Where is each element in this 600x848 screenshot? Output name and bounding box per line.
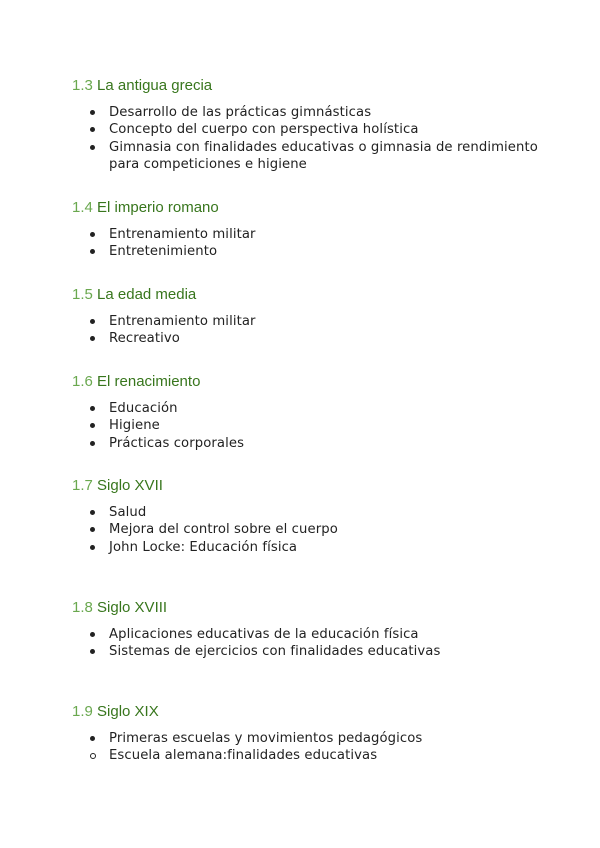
list-item: Recreativo bbox=[72, 330, 542, 347]
section-number: 1.7 bbox=[72, 477, 93, 494]
list-item: Primeras escuelas y movimientos pedagógicos bbox=[72, 730, 542, 747]
bullet-icon bbox=[90, 319, 95, 324]
list-item: Escuela alemana:finalidades educativas bbox=[72, 747, 542, 764]
list-item: Prácticas corporales bbox=[72, 435, 542, 452]
list-item: Entrenamiento militar bbox=[72, 226, 542, 243]
section-heading bbox=[72, 372, 542, 392]
section-1-4 bbox=[72, 198, 542, 261]
bullet-list bbox=[72, 400, 542, 452]
list-item: John Locke: Educación física bbox=[72, 539, 542, 556]
section-number: 1.5 bbox=[72, 286, 93, 303]
section-title: Siglo XVIII bbox=[97, 599, 168, 616]
list-item: Mejora del control sobre el cuerpo bbox=[72, 521, 542, 538]
bullet-icon bbox=[90, 423, 95, 428]
bullet-list bbox=[72, 313, 542, 348]
list-item: Sistemas de ejercicios con finalidades educativas bbox=[72, 643, 542, 660]
section-heading bbox=[72, 285, 542, 305]
bullet-icon bbox=[90, 736, 95, 741]
bullet-icon bbox=[90, 336, 95, 341]
bullet-icon bbox=[90, 649, 95, 654]
list-item: Desarrollo de las prácticas gimnásticas bbox=[72, 104, 542, 121]
hollow-bullet-icon bbox=[90, 753, 96, 759]
bullet-icon bbox=[90, 110, 95, 115]
section-title: La antigua grecia bbox=[97, 77, 213, 94]
list-item: Entretenimiento bbox=[72, 243, 542, 260]
section-number: 1.3 bbox=[72, 77, 93, 94]
list-item: Gimnasia con finalidades educativas o gimnasia de rendimiento para competiciones e higiene bbox=[72, 139, 542, 174]
bullet-icon bbox=[90, 441, 95, 446]
list-item: Concepto del cuerpo con perspectiva holística bbox=[72, 121, 542, 138]
list-item: Aplicaciones educativas de la educación física bbox=[72, 626, 542, 643]
section-title: El imperio romano bbox=[97, 199, 219, 216]
section-1-9 bbox=[72, 702, 542, 765]
bullet-list bbox=[72, 626, 542, 661]
section-1-5 bbox=[72, 285, 542, 348]
section-1-8 bbox=[72, 598, 542, 661]
section-title: Siglo XVII bbox=[97, 477, 163, 494]
section-title: El renacimiento bbox=[97, 373, 201, 390]
bullet-icon bbox=[90, 249, 95, 254]
bullet-icon bbox=[90, 632, 95, 637]
section-heading bbox=[72, 598, 542, 618]
bullet-icon bbox=[90, 232, 95, 237]
section-heading bbox=[72, 702, 542, 722]
bullet-icon bbox=[90, 510, 95, 515]
bullet-icon bbox=[90, 406, 95, 411]
section-number: 1.6 bbox=[72, 373, 93, 390]
bullet-icon bbox=[90, 527, 95, 532]
bullet-icon bbox=[90, 127, 95, 132]
section-heading bbox=[72, 476, 542, 496]
section-1-6 bbox=[72, 372, 542, 452]
section-title: La edad media bbox=[97, 286, 197, 303]
list-item: Higiene bbox=[72, 417, 542, 434]
bullet-list bbox=[72, 730, 542, 765]
section-number: 1.9 bbox=[72, 703, 93, 720]
list-item: Entrenamiento militar bbox=[72, 313, 542, 330]
list-item: Educación bbox=[72, 400, 542, 417]
section-title: Siglo XIX bbox=[97, 703, 159, 720]
bullet-icon bbox=[90, 145, 95, 150]
section-number: 1.4 bbox=[72, 199, 93, 216]
section-1-7 bbox=[72, 476, 542, 556]
bullet-list bbox=[72, 104, 542, 174]
list-item: Salud bbox=[72, 504, 542, 521]
section-number: 1.8 bbox=[72, 599, 93, 616]
section-heading bbox=[72, 76, 542, 96]
section-heading bbox=[72, 198, 542, 218]
bullet-list bbox=[72, 226, 542, 261]
bullet-icon bbox=[90, 545, 95, 550]
section-1-3 bbox=[72, 76, 542, 174]
bullet-list bbox=[72, 504, 542, 556]
